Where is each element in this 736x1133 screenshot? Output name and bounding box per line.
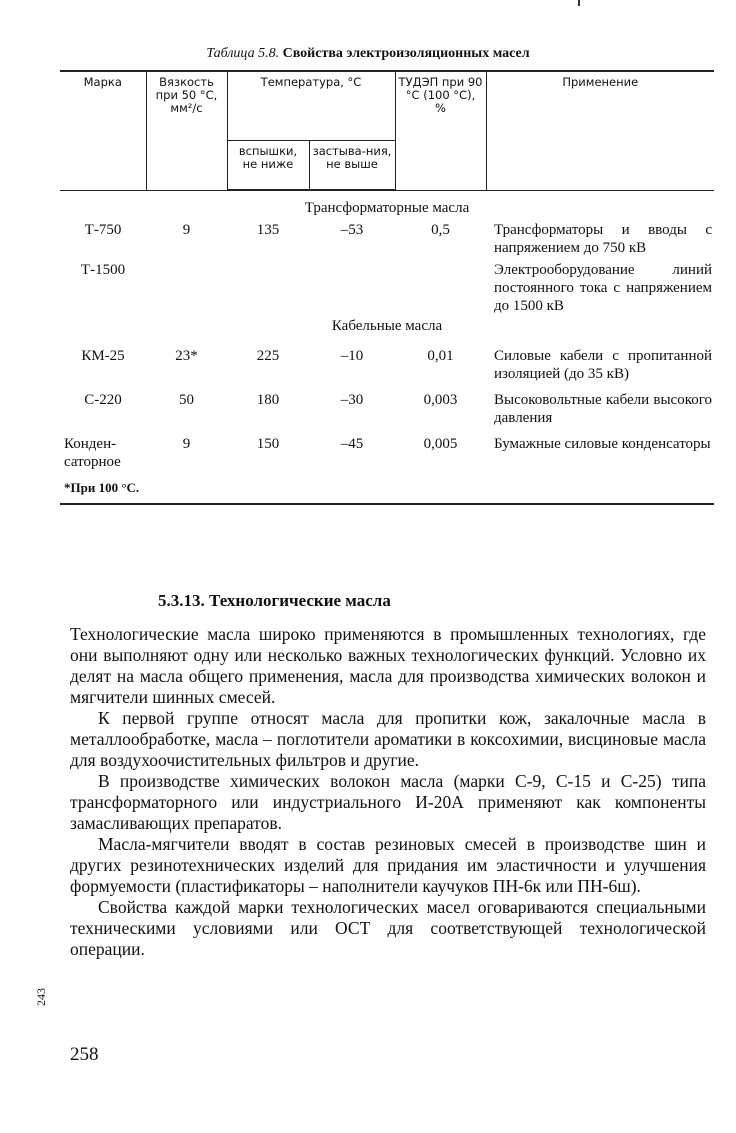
table-footnote: *При 100 °С. <box>60 473 714 504</box>
cell-application: Трансформаторы и вводы с напряжением до 750 кВ <box>494 222 713 256</box>
header-viscosity: Вязкость при 50 °С, мм²/с <box>146 71 227 190</box>
cell-flash: 150 <box>256 436 280 452</box>
cell-viscosity: 23* <box>175 348 198 364</box>
header-freeze: застыва-ния, не выше <box>309 141 395 191</box>
cell-flash: 180 <box>256 392 280 408</box>
cell-freeze: –10 <box>340 348 364 364</box>
cell-viscosity: 9 <box>182 222 191 238</box>
section-title-cable: Кабельные масла <box>331 318 443 334</box>
body-text <box>70 624 706 960</box>
cell-brand: С-220 <box>84 392 122 408</box>
header-application: Применение <box>486 71 714 190</box>
paragraph: К первой группе относят масла для пропитки кож, закалочные масла в металлообработке, масла – поглотители ароматики в коксохимии, висциновые масла для воздухоочистительных фильтров и другие. <box>70 708 706 770</box>
cell-viscosity <box>146 259 227 317</box>
cell-freeze <box>309 259 395 317</box>
table-caption <box>0 46 736 62</box>
cell-tudep: 0,01 <box>427 348 454 364</box>
oil-properties-table <box>60 70 714 505</box>
table-row <box>60 429 714 473</box>
cell-brand: КМ-25 <box>81 348 125 364</box>
cell-tudep: 0,005 <box>423 436 458 452</box>
cell-viscosity: 9 <box>182 436 191 452</box>
cell-freeze: –45 <box>340 436 364 452</box>
cell-brand: Т-1500 <box>80 262 126 278</box>
cell-application: Силовые кабели с пропитанной изоляцией (до 35 кВ) <box>494 348 713 382</box>
cell-tudep <box>395 259 486 317</box>
header-temperature: Температура, °С <box>227 71 395 141</box>
cell-brand: Т-750 <box>84 222 122 238</box>
section-heading: 5.3.13. Технологические масла <box>158 591 391 610</box>
cell-freeze: –53 <box>340 222 364 238</box>
header-brand: Марка <box>60 71 146 190</box>
cell-application: Электрооборудование линий постоянного тока с напряжением до 1500 кВ <box>494 262 713 314</box>
cell-flash: 135 <box>256 222 280 238</box>
cell-flash <box>227 259 309 317</box>
table-caption-label: Таблица 5.8. <box>206 46 280 61</box>
header-tudep: ТУДЭП при 90 °С (100 °С), % <box>395 71 486 190</box>
cell-viscosity: 50 <box>179 392 194 408</box>
paragraph: Масла-мягчители вводят в состав резиновых смесей в производстве шин и других резинотехнических изделий для придания им эластичности и улучшения формуемости (пластификаторы – наполнители каучуков ПН-6к или ПН-6ш). <box>70 834 706 896</box>
cell-tudep: 0,003 <box>423 392 458 408</box>
paragraph: В производстве химических волокон масла (марки С-9, С-15 и С-25) типа трансформаторного или индустриального И-20А применяют как компоненты замасливающих препаратов. <box>70 771 706 833</box>
header-flash: вспышки, не ниже <box>227 141 309 191</box>
cell-brand: Конден-саторное <box>64 436 121 470</box>
paragraph: Технологические масла широко применяются в промышленных технологиях, где они выполняют одну или несколько важных технологических функций. Условно их делят на масла общего применения, масла для производства химических волокон и мягчители шинных смесей. <box>70 624 706 707</box>
table-caption-title: Свойства электроизоляционных масел <box>282 46 530 61</box>
table-row <box>60 385 714 429</box>
cell-freeze: –30 <box>340 392 364 408</box>
table-row <box>60 337 714 385</box>
paragraph: Свойства каждой марки технологических масел оговариваются специальными техническими условиями или ОСТ для соответствующей технологической операции. <box>70 897 706 959</box>
margin-number: 243 <box>34 988 48 1006</box>
cell-tudep: 0,5 <box>431 222 450 238</box>
table-row <box>60 219 714 259</box>
cell-application: Бумажные силовые конденсаторы <box>494 436 711 452</box>
cell-application: Высоковольтные кабели высокого давления <box>494 392 713 426</box>
cell-flash: 225 <box>256 348 280 364</box>
section-title-transformer: Трансформаторные масла <box>304 200 470 216</box>
table-row <box>60 259 714 317</box>
scan-mark <box>578 0 580 6</box>
page-number: 258 <box>70 1044 99 1065</box>
